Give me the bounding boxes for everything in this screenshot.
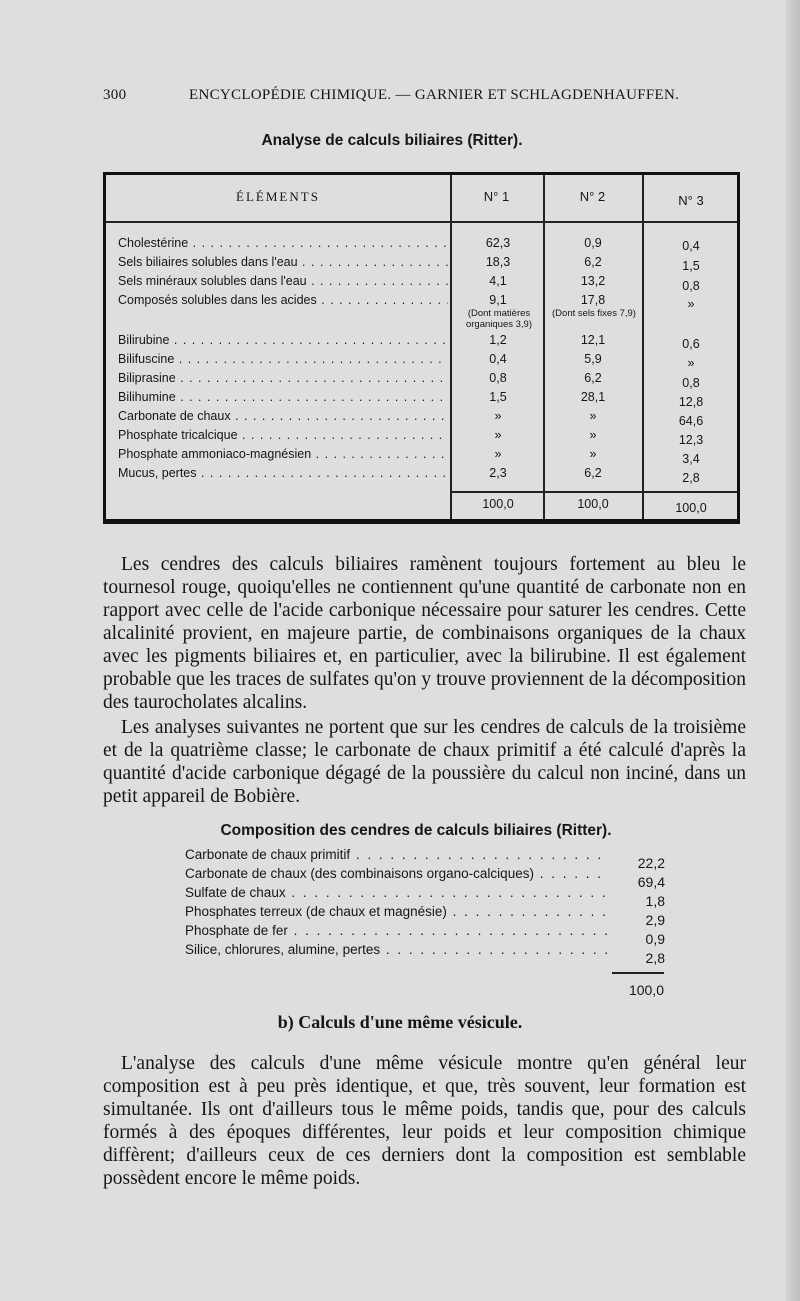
table1-col-divider (642, 175, 644, 519)
table1-cell: 17,8 (580, 293, 606, 307)
table1-cell: 0,8 (489, 371, 507, 385)
table1-cell: 62,3 (485, 236, 511, 250)
section-letter: b) (277, 1012, 294, 1032)
comp-item: Carbonate de chaux (des combinaisons organo-calciques) . . . (185, 866, 610, 881)
table1-cell: 6,2 (584, 466, 602, 480)
table2-caption: Composition des cendres de calculs biliaires (Ritter). (220, 822, 612, 839)
running-header (103, 87, 680, 111)
paragraph-text: L'analyse des calculs d'une même vésicule montre qu'en général leur composition est à peu près identique, et que, très souvent, leur formation est simultanée. Ils ont d'ailleurs tous le même poids, tandis que, pour des calculs formés à des époques différentes, leur poids et leur composition chimique diffèrent; d'ailleurs ceux de ces derniers dont la composition est semblable possèdent encore le même poids. (103, 1053, 746, 1189)
table1-row-label: Phosphate ammoniaco-magnésien . . . (118, 447, 448, 461)
table1-cell: » (687, 356, 695, 370)
paragraph-ashes (103, 553, 746, 714)
comp-value: 0,9 (645, 931, 665, 947)
paragraph-text: Les analyses suivantes ne portent que sur les cendres de calculs de la troisième et de la quatrième classe; le carbonate de chaux primitif a été calculé d'après la quantité d'acide carbonique dégagé de la poussière du calcul non inciné, dans un petit appareil de Bobière. (103, 717, 746, 807)
table1-cell: 0,4 (682, 239, 700, 253)
comp-item: Sulfate de chaux . . . (185, 885, 610, 900)
page-number: 300 (103, 87, 127, 103)
paragraph-analyses (103, 716, 746, 808)
table1-cell: 3,4 (682, 452, 700, 466)
table2-total: 100,0 (628, 982, 664, 998)
table1-cell: 13,2 (580, 274, 606, 288)
table1-cell: 12,3 (678, 433, 704, 447)
table1-cell: 4,1 (489, 274, 507, 288)
table1-header-n3: N° 3 (678, 193, 704, 208)
table1-note: (Dont sels fixes 7,9) (552, 308, 636, 319)
section-title: Calculs d'une même vésicule. (298, 1012, 523, 1032)
table1-row-label: Biliprasine . . . (118, 371, 448, 385)
table1-cell: 1,5 (489, 390, 507, 404)
section-heading (0, 1012, 800, 1033)
comp-value: 2,9 (645, 912, 665, 928)
table1-header-n2: N° 2 (579, 189, 606, 204)
comp-item: Silice, chlorures, alumine, pertes . . . (185, 942, 610, 957)
table1-cell: 28,1 (580, 390, 606, 404)
table1-total: 100,0 (482, 497, 514, 511)
table1-cell: » (589, 447, 597, 461)
table1-cell: 12,8 (678, 395, 704, 409)
table1-row-label: Phosphate tricalcique . . . (118, 428, 448, 442)
table1-cell: 18,3 (485, 255, 511, 269)
table1-cell: 12,1 (580, 333, 606, 347)
table2-total-rule (612, 972, 664, 974)
table1-cell: » (494, 428, 502, 442)
paragraph-same-vesicle (103, 1052, 746, 1190)
table1-cell: » (494, 409, 502, 423)
comp-item: Phosphates terreux (de chaux et magnésie) . . . (185, 904, 610, 919)
page-edge-shadow (786, 0, 800, 1301)
table1-cell: 0,8 (682, 376, 700, 390)
table1-header-elements: ÉLÉMENTS (236, 189, 320, 204)
table1-total-rule (450, 491, 737, 493)
table1-row-label: Sels minéraux solubles dans l'eau . . . (118, 274, 448, 288)
table1-row-label: Bilihumine . . . (118, 390, 448, 404)
table1-cell: 0,6 (682, 337, 700, 351)
comp-value: 1,8 (645, 893, 665, 909)
paragraph-text: Les cendres des calculs biliaires ramènent toujours fortement au bleu le tournesol rouge, quoiqu'elles ne contiennent qu'une quantité de carbonate non en rapport avec celle de l'acide carbonique nécessaire pour saturer les cendres. Cette alcalinité provient, en majeure partie, de combinaisons organiques de la chaux avec les pigments biliaires et, en particulier, avec la bilirubine. Il est également probable que les traces de sulfates qu'on y trouve proviennent de la décomposition des taurocholates alcalins. (103, 554, 746, 713)
table1-cell: » (589, 428, 597, 442)
table1-cell: » (589, 409, 597, 423)
table1-cell: 9,1 (489, 293, 507, 307)
table1-note: (Dont matières organiques 3,9) (465, 308, 533, 330)
table1-cell: 6,2 (584, 255, 602, 269)
table1-total: 100,0 (675, 501, 707, 515)
running-title: ENCYCLOPÉDIE CHIMIQUE. — GARNIER ET SCHLAGDENHAUFFEN. (189, 87, 680, 103)
table1-header-n1: N° 1 (483, 189, 510, 204)
table1-cell: 5,9 (584, 352, 602, 366)
table1-cell: 1,2 (489, 333, 507, 347)
table1-row-label: Bilifuscine . . . (118, 352, 448, 366)
table1-row-label: Carbonate de chaux . . . (118, 409, 448, 423)
table1-cell: 64,6 (678, 414, 704, 428)
table1-cell: 1,5 (682, 259, 700, 273)
table1-cell: » (687, 297, 695, 311)
table1-cell: 2,3 (489, 466, 507, 480)
table1-row-label: Mucus, pertes . . . (118, 466, 448, 480)
comp-value: 22,2 (637, 855, 665, 871)
table1-col-divider (543, 175, 545, 519)
table1-cell: 0,9 (584, 236, 602, 250)
table1-row-label: Sels biliaires solubles dans l'eau . . . (118, 255, 448, 269)
table1-cell: 2,8 (682, 471, 700, 485)
table1-cell: 6,2 (584, 371, 602, 385)
comp-value: 69,4 (637, 874, 665, 890)
table1-row-label: Composés solubles dans les acides . . . (118, 293, 448, 307)
table1-cell: 0,8 (682, 279, 700, 293)
table1-row-label: Cholestérine . . . (118, 236, 448, 250)
table1-analysis (103, 172, 740, 524)
comp-item: Phosphate de fer . . . (185, 923, 610, 938)
comp-value: 2,8 (645, 950, 665, 966)
comp-item: Carbonate de chaux primitif . . . (185, 847, 610, 862)
table1-caption: Analyse de calculs biliaires (Ritter). (261, 132, 523, 149)
table1-header-rule (106, 221, 737, 223)
table1-col-divider (450, 175, 452, 519)
table1-cell: » (494, 447, 502, 461)
table1-row-label: Bilirubine . . . (118, 333, 448, 347)
table1-cell: 0,4 (489, 352, 507, 366)
table1-total: 100,0 (577, 497, 609, 511)
